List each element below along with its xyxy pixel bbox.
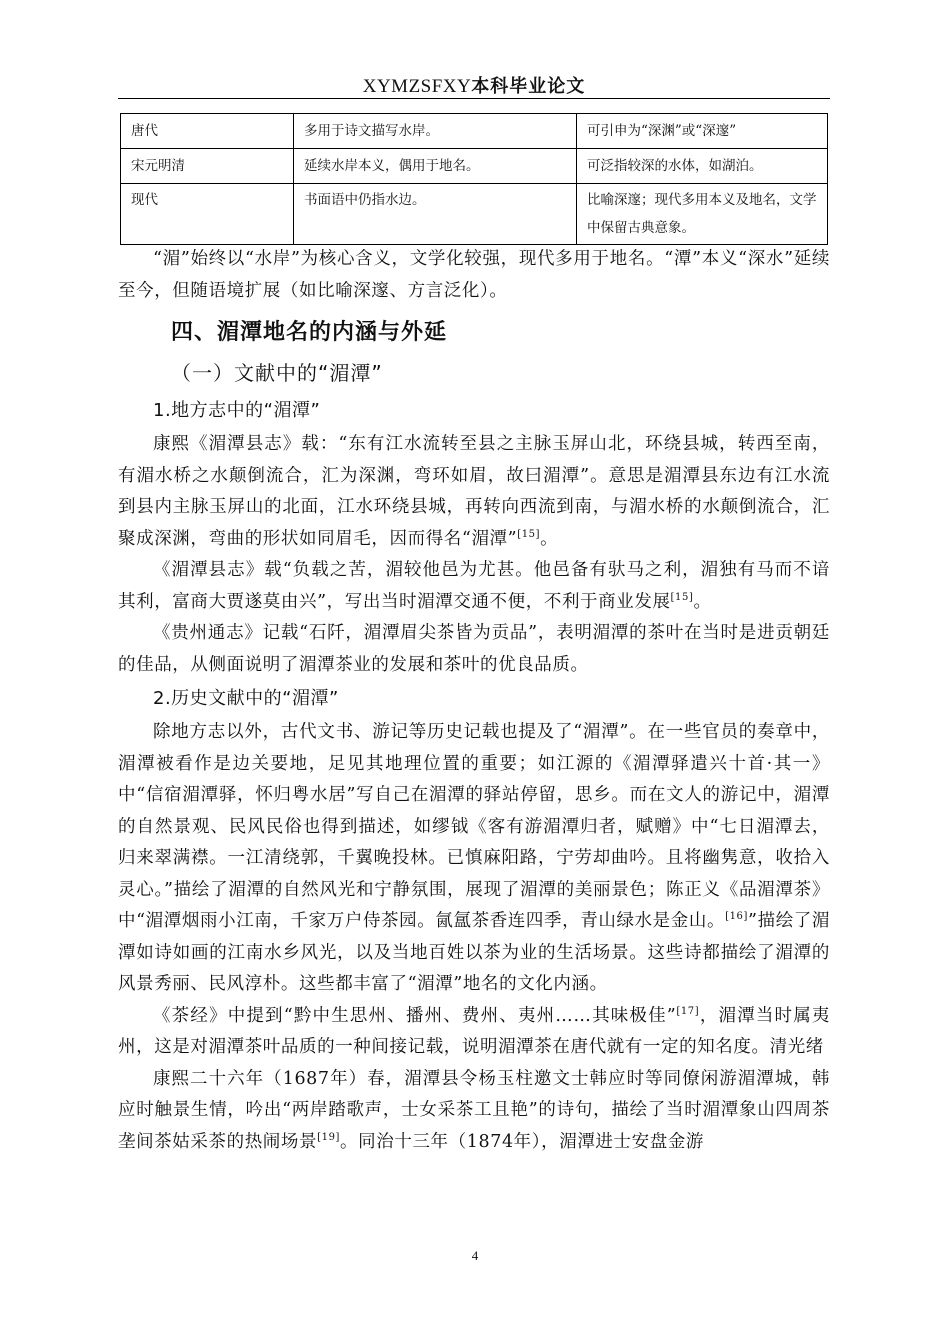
table-cell: 宋元明清 (121, 149, 294, 184)
header-latin: XYMZSFXY (362, 76, 472, 97)
paragraph-text: 康熙二十六年（1687年）春，湄潭县令杨玉柱邀文士韩应时等同僚闲游湄潭城，韩应时触景生情，吟出“两岸踏歌声，士女采茶工且艳”的诗句，描绘了当时湄潭象山四周茶垄间茶姑采茶的热闹场景 (118, 1068, 830, 1152)
table-row (121, 114, 828, 149)
paragraph (118, 555, 830, 618)
term-evolution-table (120, 113, 828, 245)
paragraph: 《贵州通志》记载“石阡，湄潭眉尖茶皆为贡品”，表明湄潭的茶叶在当时是进贡朝廷的佳品，从侧面说明了湄潭茶业的发展和茶叶的优良品质。 (118, 623, 830, 675)
table-cell: 现代 (121, 184, 294, 245)
main-text (118, 244, 830, 1158)
section-heading: 四、湄潭地名的内涵与外延 (171, 320, 448, 345)
paragraph-text: 《茶经》中提到“黔中生思州、播州、费州、夷州……其味极佳” (153, 1005, 677, 1026)
paragraph (118, 717, 830, 1001)
running-header (118, 72, 830, 98)
table-cell: 唐代 (121, 114, 294, 149)
citation-ref: [17] (676, 1005, 700, 1017)
table-cell: 比喻深邃；现代多用本义及地名，文学中保留古典意象。 (577, 184, 828, 245)
paragraph-text: 。 (540, 528, 559, 549)
table-cell: 可泛指较深的水体，如湖泊。 (577, 149, 828, 184)
paragraph-text: 。 (693, 591, 712, 612)
item-heading: 2.历史文献中的“湄潭” (153, 688, 339, 709)
paragraph-text: ”描绘了湄潭如诗如画的江南水乡风光，以及当地百姓以茶为业的生活场景。这些诗都描绘了湄潭的风景秀丽、民风淳朴。这些都丰富了“湄潭”地名的文化内涵。 (118, 911, 831, 994)
table-row (121, 149, 828, 184)
citation-ref: [15] (517, 528, 541, 540)
paragraph-text: 康熙《湄潭县志》载：“东有江水流转至县之主脉玉屏山北，环绕县城，转西至南，有湄水桥之水颠倒流合，汇为深渊，弯环如眉，故曰湄潭”。意思是湄潭县东边有江水流到县内主脉玉屏山的北面，江水环绕县城，再转向西流到南，与湄水桥的水颠倒流合，汇聚成深渊，弯曲的形状如同眉毛，因而得名“湄潭” (118, 434, 830, 549)
header-title: 本科毕业论文 (471, 76, 586, 97)
paragraph-text: 。同治十三年（1874年），湄潭进士安盘金游 (340, 1131, 705, 1152)
paragraph-text: 《湄潭县志》载“负载之苦，湄较他邑为尤甚。他邑备有驮马之利，湄独有马而不谙其利，富商大贾遂莫由兴”，写出当时湄潭交通不便，不利于商业发展 (118, 560, 830, 612)
table-cell: 可引申为“深渊”或“深邃” (577, 114, 828, 149)
header-rule (118, 98, 830, 99)
paragraph-text: ，湄潭当时属夷州，这是对湄潭茶叶品质的一种间接记载，说明湄潭茶在唐代就有一定的知名度。清光绪 (118, 1005, 830, 1057)
citation-ref: [15] (670, 591, 694, 603)
paragraph (118, 1001, 830, 1064)
paragraph (118, 429, 830, 555)
page-number: 4 (471, 1248, 479, 1263)
paragraph (118, 1064, 830, 1159)
subsection-heading: （一）文献中的“湄潭” (171, 361, 383, 385)
paragraph-text: 除地方志以外，古代文书、游记等历史记载也提及了“湄潭”。在一些官员的奏章中，湄潭被看作是边关要地，足见其地理位置的重要；如江源的《湄潭驿遣兴十首·其一》中“信宿湄潭驿，怀归粤水居”写自己在湄潭的驿站停留，思乡。而在文人的游记中，湄潭的自然景观、民风民俗也得到描述，如缪钺《客有游湄潭归者，赋赠》中“七日湄潭去，归来翠满襟。一江清绕郭，千翼晚投林。已慎麻阳路，宁劳却曲吟。且将幽隽意，收拾入灵心。”描绘了湄潭的自然风光和宁静氛围，展现了湄潭的美丽景色；陈正义《品湄潭茶》中“湄潭烟雨小江南，千家万户侍茶园。氤氲茶香连四季，青山绿水是金山。 (118, 722, 830, 931)
item-heading: 1.地方志中的“湄潭” (153, 400, 321, 421)
summary-paragraph: “湄”始终以“水岸”为核心含义，文学化较强，现代多用于地名。“潭”本义“深水”延续至今，但随语境扩展（如比喻深邃、方言泛化）。 (118, 249, 830, 301)
table-cell: 多用于诗文描写水岸。 (294, 114, 577, 149)
table-cell: 延续水岸本义，偶用于地名。 (294, 149, 577, 184)
citation-ref: [19] (317, 1131, 341, 1143)
table-row (121, 184, 828, 245)
citation-ref: [16] (725, 911, 749, 922)
table-cell: 书面语中仍指水边。 (294, 184, 577, 245)
